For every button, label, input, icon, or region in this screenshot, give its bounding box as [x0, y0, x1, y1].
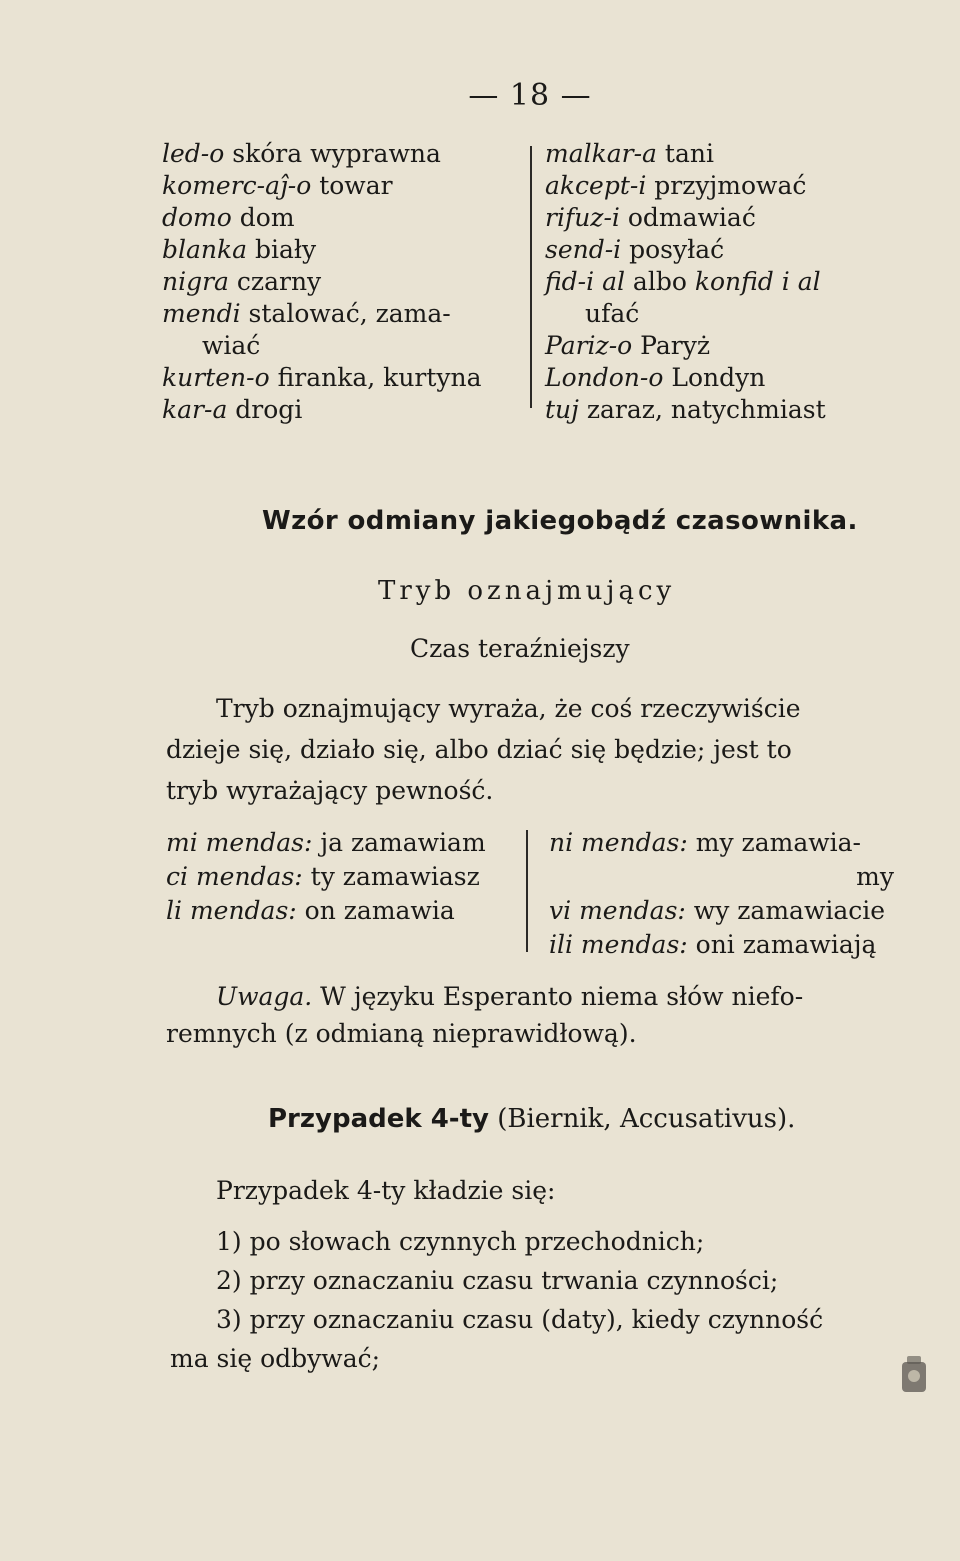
note-label: Uwaga.	[216, 982, 313, 1011]
vocabulary-left-column	[162, 138, 512, 426]
vocab-entry: Pariz-o Paryż	[545, 331, 711, 360]
vocab-entry: rifuz-i odmawiać	[545, 203, 756, 232]
vocab-entry: nigra czarny	[162, 267, 322, 296]
conjugation-row: ni mendas: my zamawia-	[549, 828, 861, 857]
usage-list	[170, 1222, 900, 1378]
vocab-entry: London-o Londyn	[545, 363, 766, 392]
paragraph-line: Tryb oznajmujący wyraża, że coś rzeczywiście	[216, 694, 801, 723]
vocab-entry: malkar-a tani	[545, 139, 714, 168]
column-divider	[530, 146, 532, 408]
vocab-entry: kar-a drogi	[162, 395, 303, 424]
conjugation-row: ili mendas: oni zamawiają	[549, 930, 877, 959]
vocab-entry: led-o skóra wyprawna	[162, 139, 441, 168]
page-number: — 18 —	[468, 78, 592, 113]
vocab-entry-continuation: ufać	[585, 299, 640, 328]
mood-description-paragraph	[166, 688, 896, 811]
list-item: 3) przy oznaczaniu czasu (daty), kiedy czynność	[216, 1305, 824, 1334]
vocab-entry: domo dom	[162, 203, 295, 232]
list-item: 1) po słowach czynnych przechodnich;	[216, 1227, 705, 1256]
library-stamp-icon	[898, 1352, 932, 1398]
vocab-entry: blanka biały	[162, 235, 317, 264]
list-item: 2) przy oznaczaniu czasu trwania czynności;	[216, 1266, 779, 1295]
note-line: Uwaga. W języku Esperanto niema słów niefo-	[216, 982, 804, 1011]
conjugation-singular-column	[166, 826, 506, 928]
conjugation-row: vi mendas: wy zamawiacie	[549, 896, 886, 925]
vocab-entry: komerc-aĵ-o towar	[162, 171, 393, 200]
section-heading: Wzór odmiany jakiegobądź czasownika.	[262, 506, 858, 536]
note-paragraph	[166, 978, 896, 1052]
vocabulary-right-column	[545, 138, 875, 426]
conjugation-row-continuation: my	[856, 862, 894, 891]
list-item-continuation: ma się odbywać;	[170, 1344, 381, 1373]
column-divider	[526, 830, 528, 952]
conjugation-plural-column	[549, 826, 894, 962]
case-intro: Przypadek 4-ty kładzie się:	[216, 1176, 556, 1205]
note-line: remnych (z odmianą nieprawidłową).	[166, 1019, 637, 1048]
vocab-entry: mendi stalować, zama-	[162, 299, 451, 328]
conjugation-row: ci mendas: ty zamawiasz	[166, 862, 480, 891]
conjugation-row: li mendas: on zamawia	[166, 896, 455, 925]
vocab-entry-continuation: wiać	[202, 331, 261, 360]
vocab-entry: akcept-i przyjmować	[545, 171, 807, 200]
paragraph-line: tryb wyrażający pewność.	[166, 776, 494, 805]
case-heading: Przypadek 4-ty (Biernik, Accusativus).	[268, 1104, 796, 1134]
conjugation-table	[166, 826, 896, 959]
vocabulary-block	[162, 138, 882, 438]
paragraph-line: dzieje się, działo się, albo dziać się będzie; jest to	[166, 735, 792, 764]
vocab-entry: send-i posyłać	[545, 235, 725, 264]
vocab-entry: tuj zaraz, natychmiast	[545, 395, 826, 424]
mood-heading: Tryb oznajmujący	[378, 576, 676, 606]
tense-heading: Czas teraźniejszy	[410, 634, 630, 663]
vocab-entry: kurten-o firanka, kurtyna	[162, 363, 482, 392]
vocab-entry: fid-i al albo konfid i al	[545, 267, 821, 296]
conjugation-row: mi mendas: ja zamawiam	[166, 828, 486, 857]
